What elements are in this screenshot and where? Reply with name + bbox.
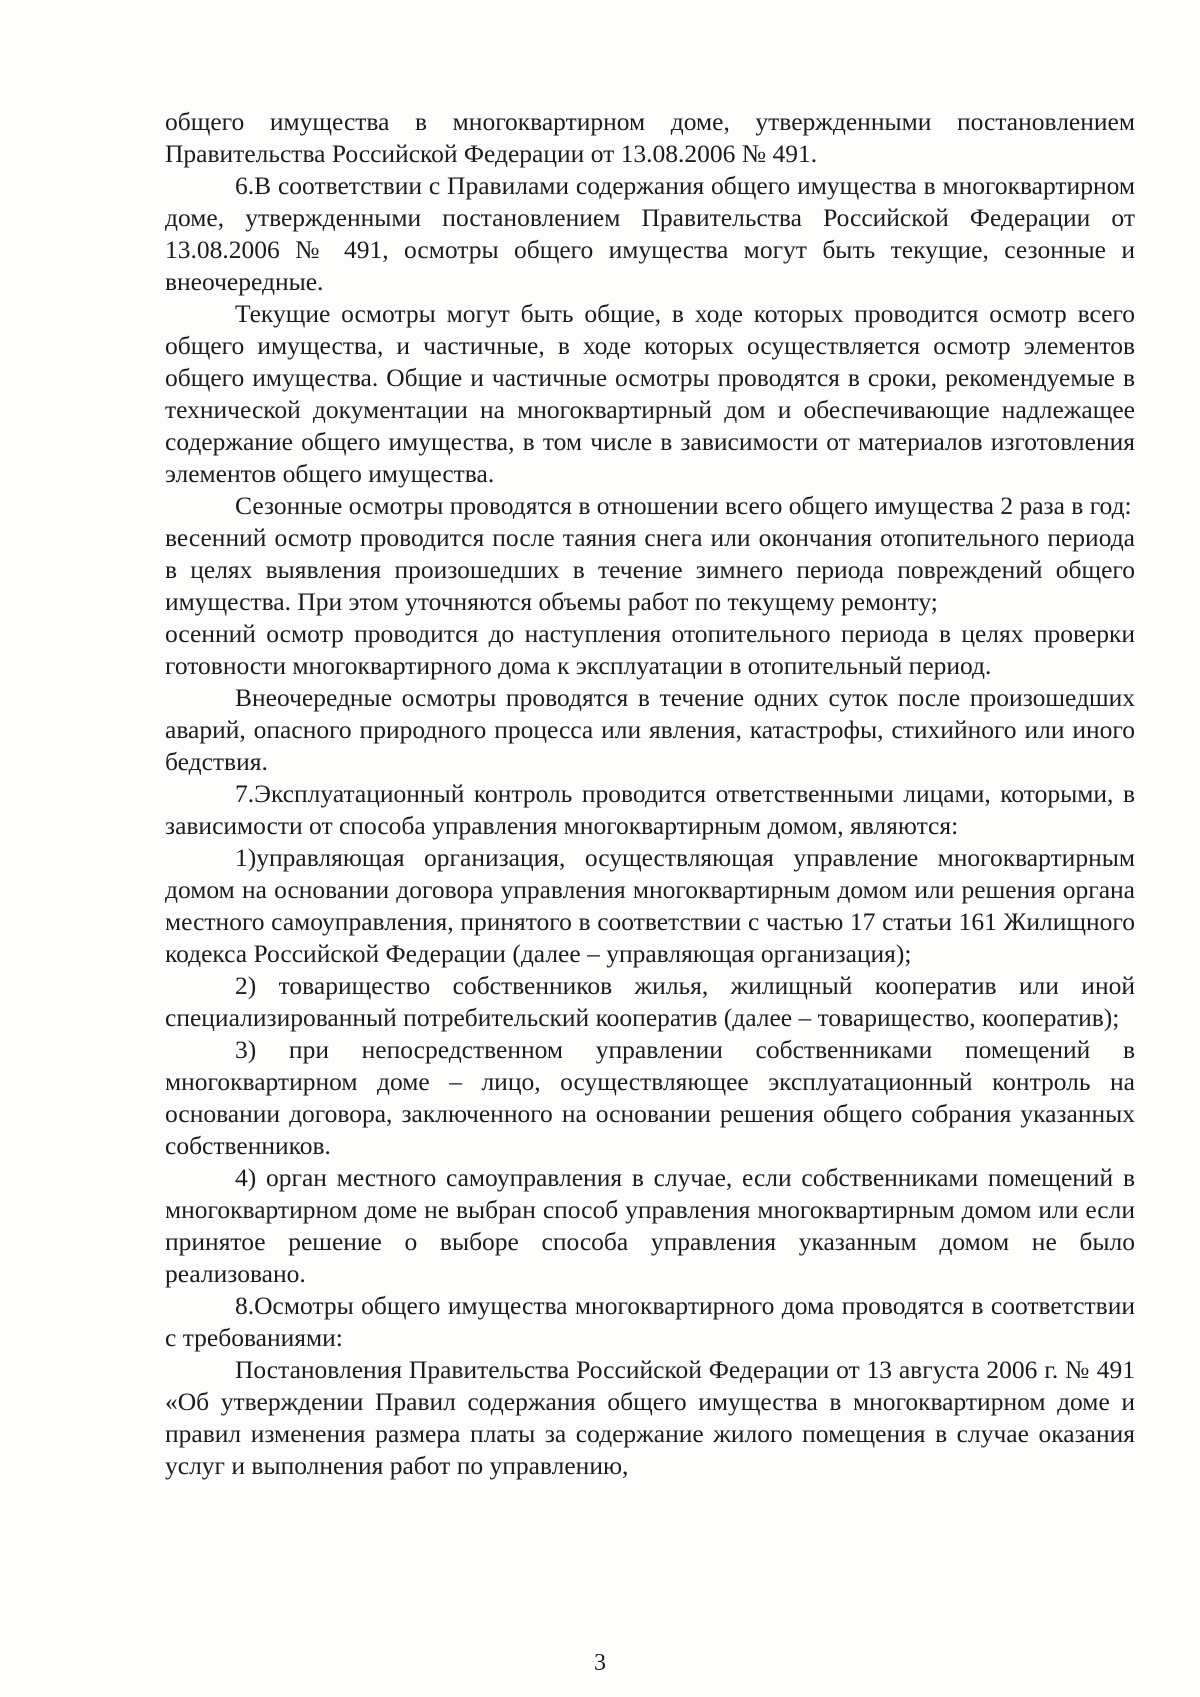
paragraph-extraordinary-inspections: Внеочередные осмотры проводятся в течение одних суток после произошедших аварий, опасного природного процесса или явления, катастрофы, стихийного или иного бедствия.	[165, 683, 1135, 776]
list-item-4: 4) орган местного самоуправления в случае, если собственниками помещений в многоквартирном доме не выбран способ управления многоквартирным домом или если принятое решение о выборе способа управления указанным домом не было реализовано.	[165, 1163, 1135, 1288]
paragraph-resolution-reference: Постановления Правительства Российской Федерации от 13 августа 2006 г. № 491 «Об утверждении Правил содержания общего имущества в многоквартирном доме и правил изменения размера платы за содержание жилого помещения в случае оказания услуг и выполнения работ по управлению,	[165, 1355, 1135, 1480]
list-item-1: 1)управляющая организация, осуществляющая управление многоквартирным домом на основании договора управления многоквартирным домом или решения органа местного самоуправления, принятого в соответствии с частью 17 статьи 161 Жилищного кодекса Российской Федерации (далее – управляющая организация);	[165, 843, 1135, 968]
list-item-3: 3) при непосредственном управлении собственниками помещений в многоквартирном доме – лицо, осуществляющее эксплуатационный контроль на основании договора, заключенного на основании решения общего собрания указанных собственников.	[165, 1035, 1135, 1160]
list-item-2: 2) товарищество собственников жилья, жилищный кооператив или иной специализированный потребительский кооператив (далее – товарищество, кооператив);	[165, 971, 1135, 1032]
paragraph-continuation: общего имущества в многоквартирном доме, утвержденными постановлением Правительства Российской Федерации от 13.08.2006 № 491.	[165, 107, 1135, 168]
paragraph-autumn-inspection: осенний осмотр проводится до наступления отопительного периода в целях проверки готовности многоквартирного дома к эксплуатации в отопительный период.	[165, 619, 1135, 680]
page-number: 3	[594, 1650, 606, 1676]
paragraph-seasonal-inspections: Сезонные осмотры проводятся в отношении всего общего имущества 2 раза в год:	[235, 491, 1132, 520]
paragraph-current-inspections: Текущие осмотры могут быть общие, в ходе которых проводится осмотр всего общего имущества, и частичные, в ходе которых осуществляется осмотр элементов общего имущества. Общие и частичные осмотры проводятся в сроки, рекомендуемые в технической документации на многоквартирный дом и обеспечивающие надлежащее содержание общего имущества, в том числе в зависимости от материалов изготовления элементов общего имущества.	[165, 299, 1135, 488]
paragraph-6: 6.В соответствии с Правилами содержания общего имущества в многоквартирном доме, утвержденными постановлением Правительства Российской Федерации от 13.08.2006 № 491, осмотры общего имущества могут быть текущие, сезонные и внеочередные.	[165, 171, 1135, 296]
paragraph-spring-inspection: весенний осмотр проводится после таяния снега или окончания отопительного периода в целях выявления произошедших в течение зимнего периода повреждений общего имущества. При этом уточняются объемы работ по текущему ремонту;	[165, 523, 1135, 616]
paragraph-8: 8.Осмотры общего имущества многоквартирного дома проводятся в соответствии с требованиями:	[165, 1291, 1135, 1352]
document-body	[165, 106, 1135, 1482]
paragraph-7: 7.Эксплуатационный контроль проводится ответственными лицами, которыми, в зависимости от способа управления многоквартирным домом, являются:	[165, 779, 1135, 840]
